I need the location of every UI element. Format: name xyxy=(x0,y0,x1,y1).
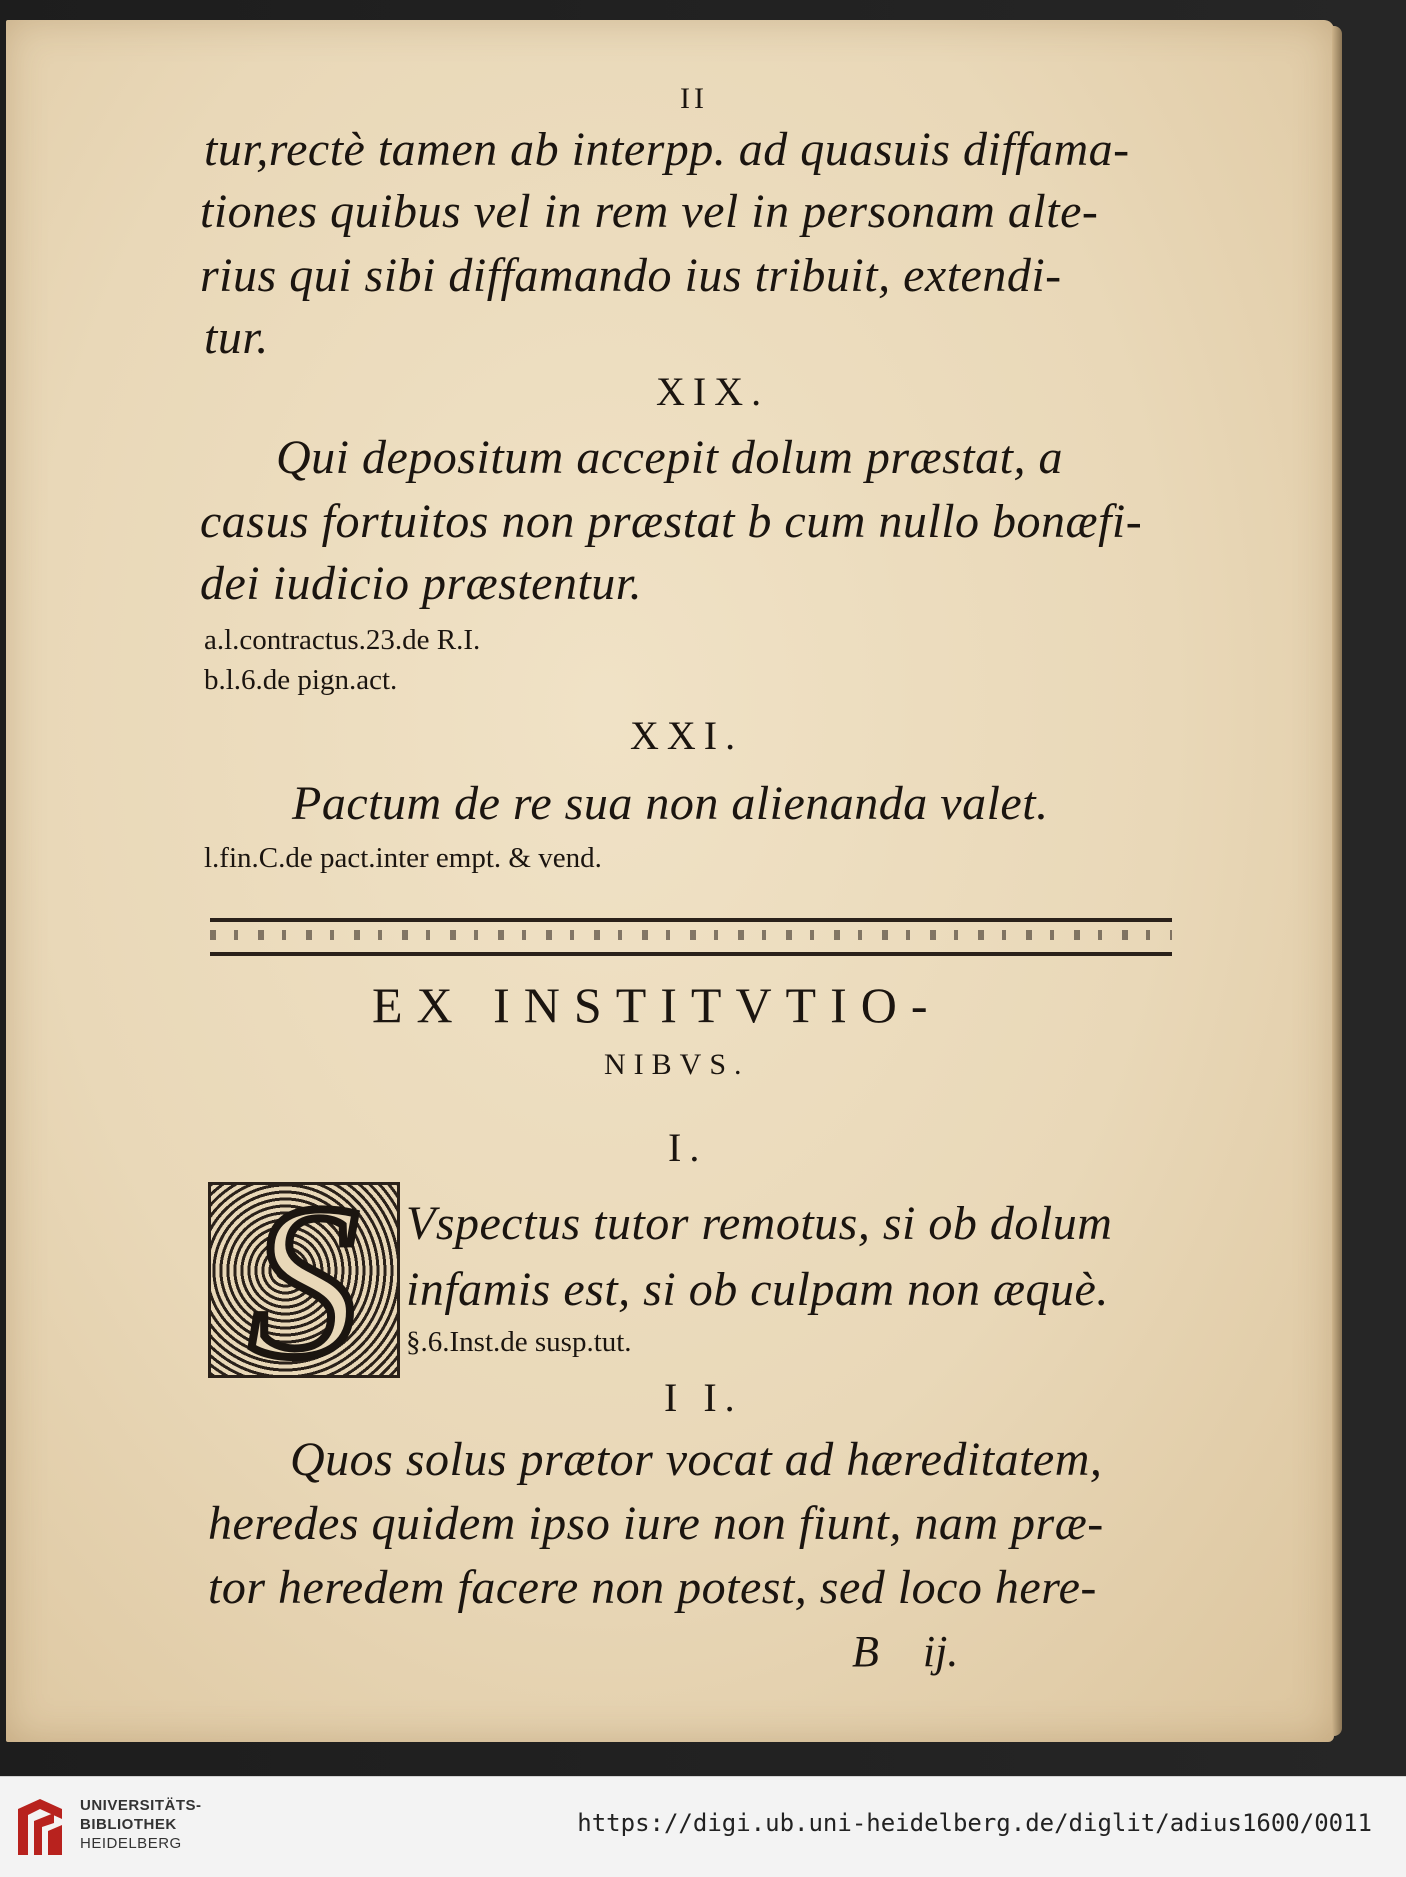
page-number: II xyxy=(680,82,708,115)
text-line: Pactum de re sua non alienanda valet. xyxy=(292,777,1049,830)
citation: §.6.Inst.de susp.tut. xyxy=(406,1326,632,1358)
library-logo-icon[interactable] xyxy=(14,1795,66,1861)
text-line: heredes quidem ipso iure non fiunt, nam præ- xyxy=(208,1497,1104,1550)
permalink-url[interactable]: https://digi.ub.uni-heidelberg.de/diglit/adius1600/0011 xyxy=(577,1809,1372,1837)
viewer-footer xyxy=(0,1776,1406,1877)
section-heading: I I. xyxy=(664,1375,743,1420)
chapter-title: EX INSTITVTIO- xyxy=(372,977,942,1033)
citation: l.fin.C.de pact.inter empt. & vend. xyxy=(204,842,602,874)
text-line: Qui depositum accepit dolum præstat, a xyxy=(276,431,1063,484)
text-line: rius qui sibi diffamando ius tribuit, extendi- xyxy=(200,249,1062,302)
text-line: tor heredem facere non potest, sed loco here- xyxy=(208,1561,1097,1614)
library-name-line: BIBLIOTHEK xyxy=(80,1816,177,1833)
text-line: Vspectus tutor remotus, si ob dolum xyxy=(406,1197,1113,1250)
chapter-title-continued: NIBVS. xyxy=(604,1048,750,1081)
section-heading: I. xyxy=(668,1125,708,1170)
text-line: dei iudicio præstentur. xyxy=(200,557,643,610)
section-heading: XXI. xyxy=(630,713,744,758)
signature-mark: B ij. xyxy=(852,1627,959,1676)
section-heading: XIX. xyxy=(656,369,770,414)
decorated-initial xyxy=(208,1159,400,1403)
text-line: tur,rectè tamen ab interpp. ad quasuis diffama- xyxy=(204,123,1130,176)
library-name-line: UNIVERSITÄTS- xyxy=(80,1797,202,1814)
ornamental-rule xyxy=(210,918,1172,956)
text-line: tur. xyxy=(204,311,269,364)
text-line: Quos solus prætor vocat ad hæreditatem, xyxy=(290,1433,1103,1486)
initial-letter: S xyxy=(249,1159,359,1403)
library-name-line: HEIDELBERG xyxy=(80,1835,182,1852)
citation: a.l.contractus.23.de R.I. xyxy=(204,624,481,656)
page-edge xyxy=(1332,26,1342,1736)
citation: b.l.6.de pign.act. xyxy=(204,664,398,696)
text-line: infamis est, si ob culpam non æquè. xyxy=(406,1263,1109,1316)
text-line: tiones quibus vel in rem vel in personam alte- xyxy=(200,185,1099,238)
text-line: casus fortuitos non præstat b cum nullo bonæfi- xyxy=(200,495,1143,548)
